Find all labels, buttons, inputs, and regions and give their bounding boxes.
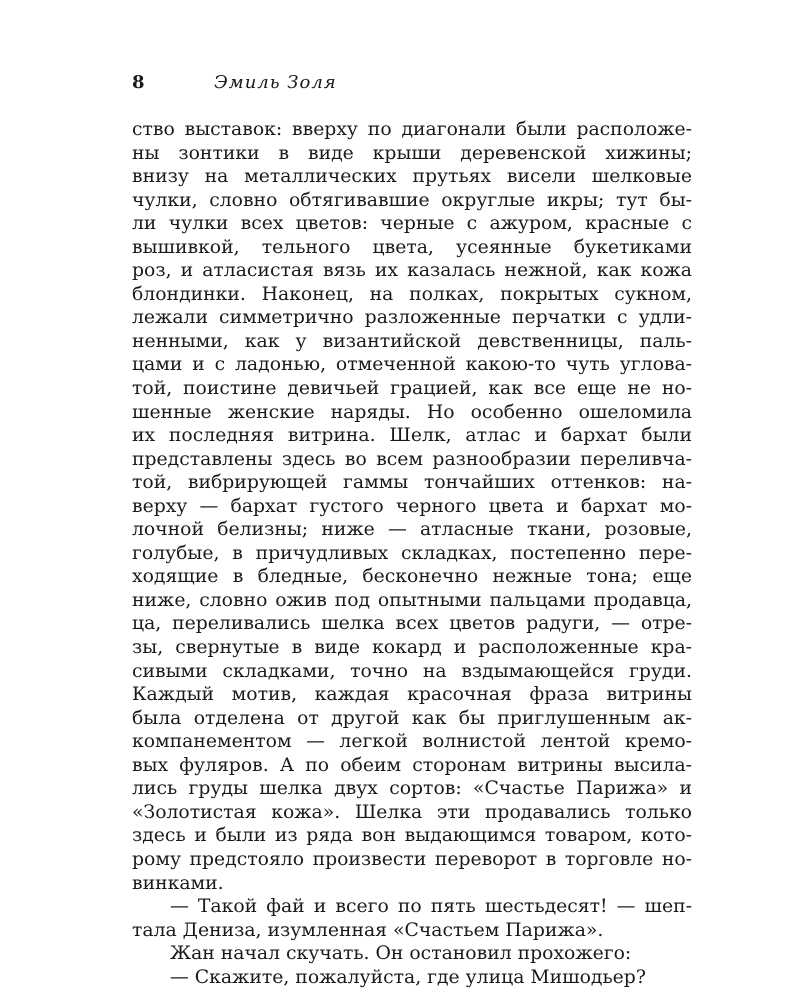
page-number: 8	[132, 72, 145, 93]
text-line: ны зонтики в виде крыши деревенской хижины;	[132, 142, 692, 164]
text-line: зы, свернутые в виде кокард и расположенные кра-	[132, 637, 692, 659]
text-line: ходящие в бледные, бесконечно нежные тона; еще	[132, 566, 692, 588]
text-line: винками.	[132, 872, 224, 894]
text-line: вышивкой, тельного цвета, усеянные букетиками	[132, 236, 692, 258]
text-line: той, вибрирующей гаммы тончайших оттенков: на-	[132, 472, 692, 494]
text-line: — Скажите, пожалуйста, где улица Мишодьер?	[170, 966, 646, 988]
text-line: сивыми складками, точно на вздымающейся груди.	[132, 660, 692, 682]
body-text	[132, 118, 692, 989]
text-line: чулки, словно обтягивавшие округлые икры; тут бы-	[132, 189, 692, 211]
text-line: ца, переливались шелка всех цветов радуги, — отре-	[132, 613, 692, 635]
text-line: цами и с ладонью, отмеченной какою-то чуть углова-	[132, 354, 692, 376]
text-line: Жан начал скучать. Он остановил прохожего:	[170, 943, 632, 965]
text-line: ниже, словно ожив под опытными пальцами продавца,	[132, 589, 692, 611]
text-line: внизу на металлических прутьях висели шелковые	[132, 166, 692, 188]
text-line: ли чулки всех цветов: черные с ажуром, красные с	[132, 213, 692, 235]
text-line: их последняя витрина. Шелк, атлас и бархат были	[132, 425, 692, 447]
text-line: была отделена от другой как бы приглушенным ак-	[132, 707, 692, 729]
text-line: ненными, как у византийской девственницы, паль-	[132, 330, 692, 352]
text-line: представлены здесь во всем разнообразии переливча-	[132, 448, 692, 470]
text-line: голубые, в причудливых складках, постепенно пере-	[132, 542, 692, 564]
text-line: тала Дениза, изумленная «Счастьем Парижа».	[132, 919, 604, 941]
text-line: ство выставок: вверху по диагонали были расположе-	[132, 119, 692, 140]
text-line: здесь и были из ряда вон выдающимся товаром, кото-	[132, 825, 692, 847]
text-line: рому предстояло произвести переворот в торговле но-	[132, 848, 692, 870]
text-line: блондинки. Наконец, на полках, покрытых сукном,	[132, 283, 692, 305]
text-line: вых фуляров. А по обеим сторонам витрины высила-	[132, 754, 692, 776]
text-line: — Такой фай и всего по пять шестьдесят! — шеп-	[170, 896, 692, 918]
text-line: Каждый мотив, каждая красочная фраза витрины	[132, 684, 692, 706]
text-line: лочной белизны; ниже — атласные ткани, розовые,	[132, 519, 692, 541]
text-line: «Золотистая кожа». Шелка эти продавались только	[132, 801, 692, 823]
text-line: верху — бархат густого черного цвета и бархат мо-	[132, 495, 692, 517]
text-line: той, поистине девичьей грацией, как все еще не но-	[132, 378, 692, 400]
text-line: компанементом — легкой волнистой лентой кремо-	[132, 731, 692, 753]
text-line: лежали симметрично разложенные перчатки с удли-	[132, 307, 692, 329]
text-line: шенные женские наряды. Но особенно ошеломила	[132, 401, 692, 423]
text-line: лись груды шелка двух сортов: «Счастье Парижа» и	[132, 778, 692, 800]
running-head-title: Эмиль Золя	[214, 72, 337, 93]
running-head	[132, 72, 692, 102]
text-line: роз, и атласистая вязь их казалась нежной, как кожа	[132, 260, 692, 282]
